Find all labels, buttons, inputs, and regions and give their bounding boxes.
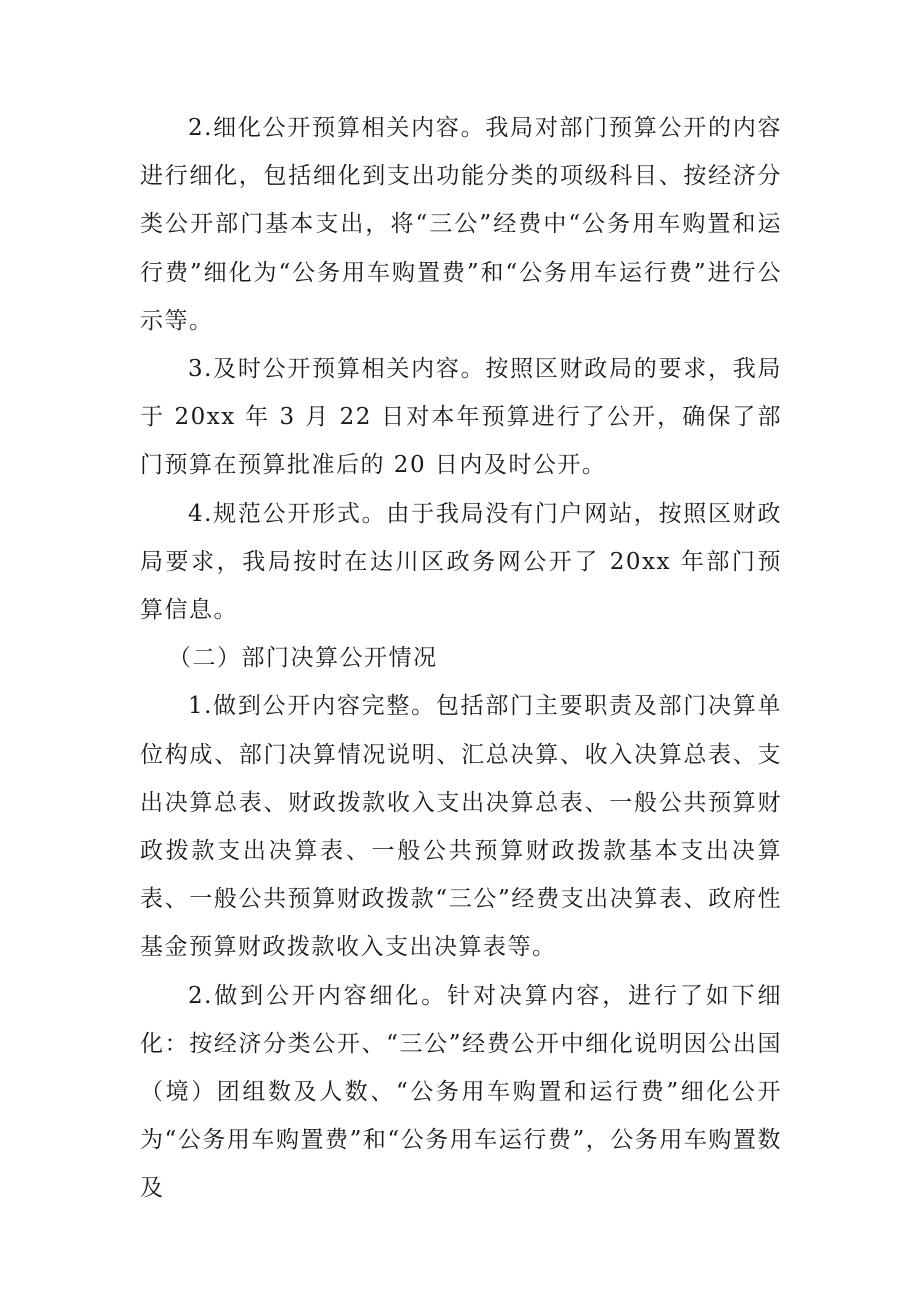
- paragraph-final-detail: 2.做到公开内容细化。针对决算内容，进行了如下细化：按经济分类公开、“三公”经费公开中细化说明因公出国（境）团组数及人数、“公务用车购置和运行费”细化公开为“公务用车购置费”和“公务用车运行费”，公务用车购置数及: [140, 982, 782, 1202]
- paragraph-final-complete: 1.做到公开内容完整。包括部门主要职责及部门决算单位构成、部门决算情况说明、汇总决算、收入决算总表、支出决算总表、财政拨款收入支出决算总表、一般公共预算财政拨款支出决算表、一般公共预算财政拨款基本支出决算表、一般公共预算财政拨款“三公”经费支出决算表、政府性基金预算财政拨款收入支出决算表等。: [140, 693, 782, 961]
- section-heading: （二）部门决算公开情况: [168, 645, 438, 672]
- paragraph-budget-timely: 3.及时公开预算相关内容。按照区财政局的要求，我局于 20xx 年 3 月 22 日对本年预算进行了公开，确保了部门预算在预算批准后的 20 日内及时公开。: [140, 356, 782, 479]
- paragraph-budget-detail: 2.细化公开预算相关内容。我局对部门预算公开的内容进行细化，包括细化到支出功能分类的项级科目、按经济分类公开部门基本支出，将“三公”经费中“公务用车购置和运行费”细化为“公务用车购置费”和“公务用车运行费”进行公示等。: [140, 115, 782, 334]
- document-page: [140, 104, 782, 1213]
- paragraph-budget-form: 4.规范公开形式。由于我局没有门户网站，按照区财政局要求，我局按时在达川区政务网公开了 20xx 年部门预算信息。: [140, 500, 782, 624]
